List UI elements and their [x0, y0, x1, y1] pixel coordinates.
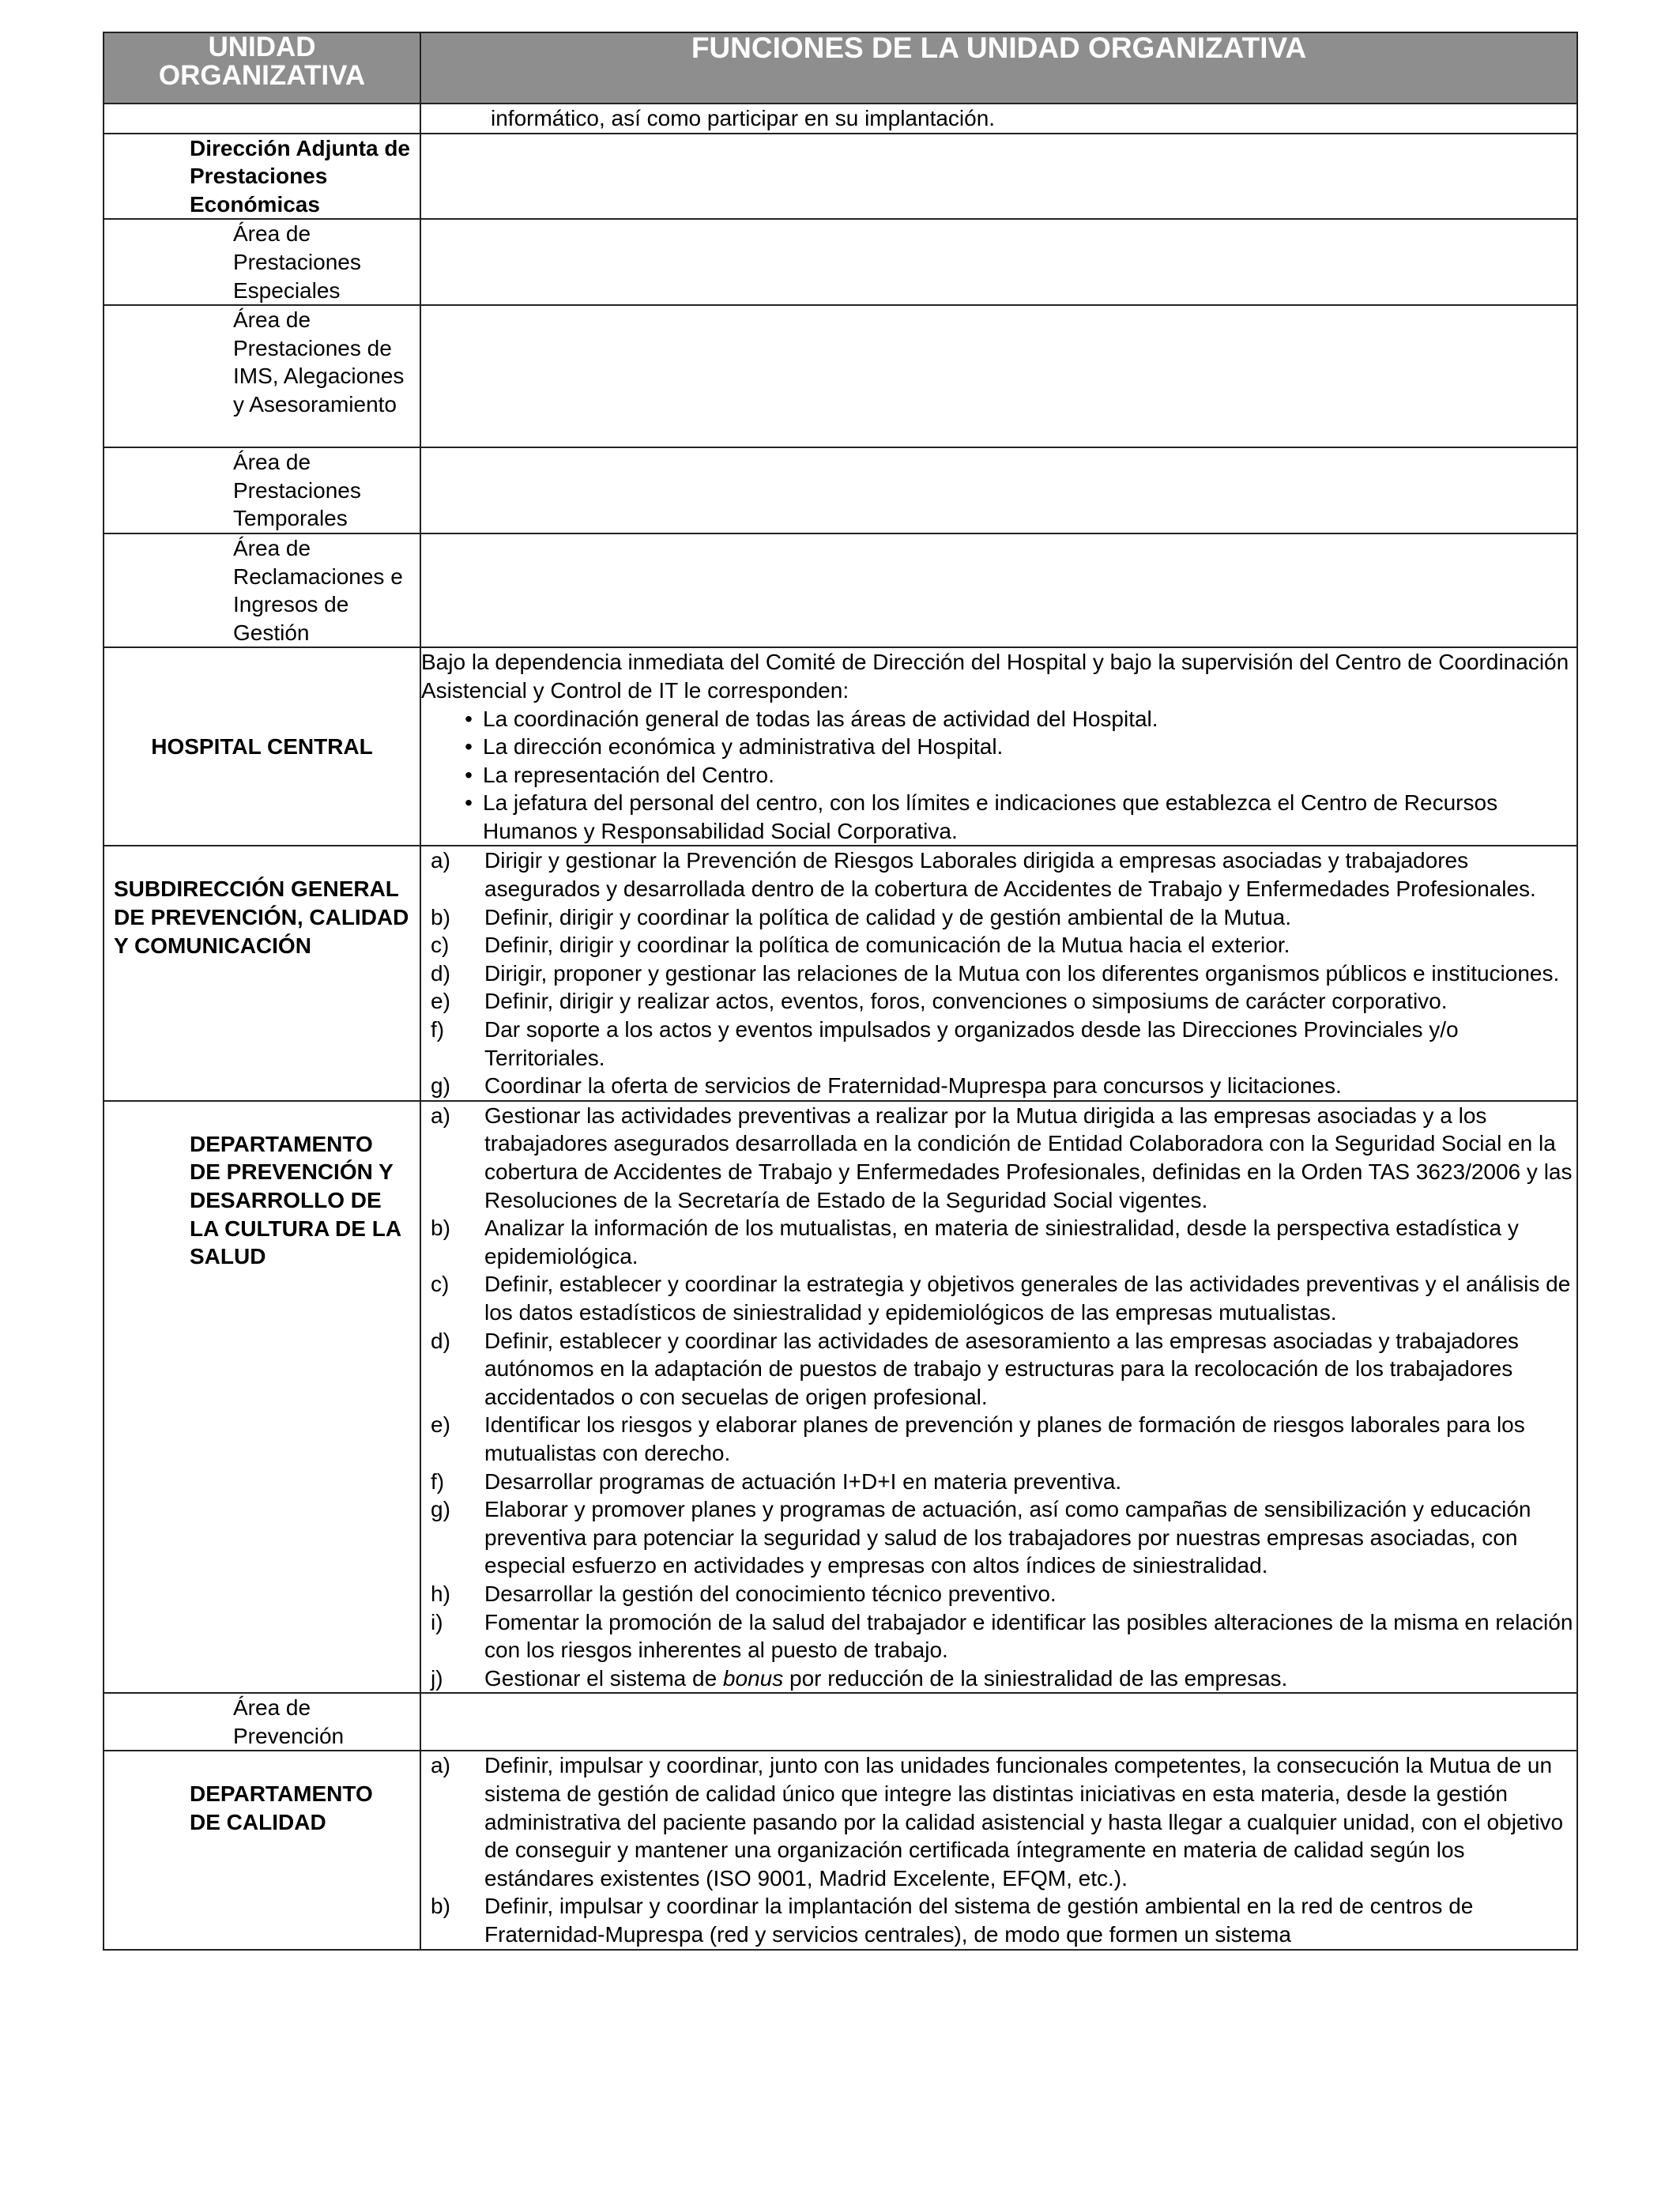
unit-direccion-adjunta: Dirección Adjunta de Prestaciones Económicas: [190, 135, 411, 217]
unit-cell: [104, 1693, 420, 1751]
list-item: c) Definir, establecer y coordinar la estrategia y objetivos generales de las actividades preventivas y el análisis de los datos estadísticos de siniestralidad y epidemiológicos de las empresas mutualistas.: [431, 1272, 1571, 1325]
bullet-icon: •: [465, 734, 473, 760]
unit-cell: [104, 647, 420, 846]
bullet-icon: •: [465, 790, 473, 816]
list-item: b) Definir, impulsar y coordinar la implantación del sistema de gestión ambiental en la red de centros de Fraternidad-Muprespa (red y servicios centrales), de modo que formen un sistema: [431, 1894, 1474, 1947]
unit-subdireccion: SUBDIRECCIÓN GENERAL DE PREVENCIÓN, CALIDAD Y COMUNICACIÓN: [114, 876, 409, 958]
table-row: [104, 1693, 1577, 1751]
unit-cell: [104, 1101, 420, 1693]
function-cell: [420, 447, 1577, 533]
unit-area-ims: Área de Prestaciones de IMS, Alegaciones y Asesoramiento: [233, 307, 405, 417]
list-item: a) Gestionar las actividades preventivas a realizar por la Mutua dirigida a las empresas asociadas y a los trabajadores asegurados desarrollada en la condición de Entidad Colaboradora con la Seguridad Social en la cobertura de Accidentes de Trabajo y Enfermedades Profesionales, definidas en la Orden TAS 3623/2006 y las Resoluciones de la Secretaría de Estado de la Seguridad Social vigentes.: [431, 1103, 1573, 1212]
table-row: [104, 846, 1577, 1100]
unit-cell: [104, 533, 420, 647]
unit-prevencion: DEPARTAMENTO DE PREVENCIÓN Y DESARROLLO DE LA CULTURA DE LA SALUD: [190, 1131, 401, 1269]
list-item: g) Elaborar y promover planes y programas de actuación, así como campañas de sensibilización y educación preventiva para potenciar la seguridad y salud de los trabajadores por nuestras empresas asociadas, con especial esfuerzo en actividades y empresas con altos índices de siniestralidad.: [431, 1497, 1531, 1578]
list-item: i) Fomentar la promoción de la salud del trabajador e identificar las posibles alteraciones de la misma en relación con los riesgos inherentes al puesto de trabajo.: [431, 1609, 1573, 1663]
function-cell: [420, 647, 1577, 846]
unit-cell: [104, 447, 420, 533]
function-cell: [420, 1101, 1577, 1693]
list-item: a) Dirigir y gestionar la Prevención de Riesgos Laborales dirigida a empresas asociadas y trabajadores asegurados y desarrollada dentro de la cobertura de Accidentes de Trabajo y Enfermedades Profesionales.: [431, 848, 1536, 902]
unit-cell: [104, 305, 420, 447]
unit-hospital: HOSPITAL CENTRAL: [151, 734, 373, 760]
list-item: b) Definir, dirigir y coordinar la política de calidad y de gestión ambiental de la Mutua.: [431, 904, 1292, 929]
list-item: d) Dirigir, proponer y gestionar las relaciones de la Mutua con los diferentes organismos públicos e instituciones.: [431, 960, 1560, 986]
list-item: h) Desarrollar la gestión del conocimiento técnico preventivo.: [431, 1581, 1057, 1606]
list-item: g) Coordinar la oferta de servicios de Fraternidad-Muprespa para concursos y licitaciones.: [431, 1073, 1342, 1099]
list-item: j) Gestionar el sistema de bonus por reducción de la siniestralidad de las empresas.: [431, 1665, 1288, 1691]
function-cell: [420, 1751, 1577, 1949]
unit-cell: [104, 846, 420, 1100]
table-row: [104, 134, 1577, 220]
bullet-icon: •: [465, 706, 473, 731]
list-item: • La representación del Centro.: [421, 761, 1576, 790]
header-row: [104, 32, 1577, 104]
unit-area-prevencion: Área de Prevención: [233, 1695, 345, 1748]
function-cell: [420, 219, 1577, 305]
table-row: [104, 447, 1577, 533]
list-item: a) Definir, impulsar y coordinar, junto con las unidades funcionales competentes, la consecución la Mutua de un sistema de gestión de calidad único que integre las distintas iniciativas en esta materia, desde la gestión administrativa del paciente pasando por la calidad asistencial y hasta llegar a cualquier unidad, con el objetivo de conseguir y mantener una organización certificada íntegramente en materia de calidad según los estándares existentes (ISO 9001, Madrid Excelente, EFQM, etc.).: [431, 1753, 1564, 1891]
unit-cell: [104, 219, 420, 305]
list-item: c) Definir, dirigir y coordinar la política de comunicación de la Mutua hacia el exterior.: [431, 933, 1290, 958]
header-unit: UNIDAD ORGANIZATIVA: [104, 32, 420, 104]
table-row: [104, 647, 1577, 846]
function-cell: [420, 846, 1577, 1100]
list-item: d) Definir, establecer y coordinar las actividades de asesoramiento a las empresas asociadas y trabajadores autónomos en la adaptación de puestos de trabajo y estructuras para la recolocación de los trabajadores accidentados o con secuelas de origen profesional.: [431, 1328, 1519, 1409]
list-item: • La coordinación general de todas las áreas de actividad del Hospital.: [421, 705, 1576, 733]
bullet-icon: •: [465, 762, 473, 787]
continuation-text: informático, así como participar en su implantación.: [491, 106, 996, 130]
unit-cell: [104, 134, 420, 220]
list-item: • La dirección económica y administrativa del Hospital.: [421, 733, 1576, 761]
function-cell: [420, 1693, 1577, 1751]
unit-calidad: DEPARTAMENTO DE CALIDAD: [190, 1781, 373, 1835]
table-row: [104, 104, 1577, 134]
function-cell: [420, 305, 1577, 447]
table-row: [104, 1751, 1577, 1949]
unit-cell: [104, 104, 420, 134]
list-item: e) Definir, dirigir y realizar actos, eventos, foros, convenciones o simposiums de carácter corporativo.: [431, 989, 1448, 1014]
list-item: f) Dar soporte a los actos y eventos impulsados y organizados desde las Direcciones Provinciales y/o Territoriales.: [431, 1017, 1459, 1070]
table-row: [104, 1101, 1577, 1693]
function-cell: [420, 134, 1577, 220]
unit-cell: [104, 1751, 420, 1949]
hospital-intro: Bajo la dependencia inmediata del Comité de Dirección del Hospital y bajo la supervisión del Centro de Coordinación Asistencial y Control de IT le corresponden:: [421, 650, 1569, 703]
unit-area-especiales: Área de Prestaciones Especiales: [233, 221, 361, 303]
function-cell: [420, 104, 1577, 134]
table-row: [104, 533, 1577, 647]
function-cell: [420, 533, 1577, 647]
table-row: [104, 219, 1577, 305]
header-functions: FUNCIONES DE LA UNIDAD ORGANIZATIVA: [420, 32, 1577, 104]
table-row: [104, 305, 1577, 447]
list-item: • La jefatura del personal del centro, con los límites e indicaciones que establezca el Centro de Recursos Humanos y Responsabilidad Social Corporativa.: [421, 789, 1576, 845]
list-item: f) Desarrollar programas de actuación I+D+I en materia preventiva.: [431, 1468, 1122, 1494]
unit-area-temporales: Área de Prestaciones Temporales: [233, 450, 361, 531]
list-item: b) Analizar la información de los mutualistas, en materia de siniestralidad, desde la perspectiva estadística y epidemiológica.: [431, 1216, 1519, 1269]
functions-table: [103, 32, 1578, 1951]
list-item: e) Identificar los riesgos y elaborar planes de prevención y planes de formación de riesgos laborales para los mutualistas con derecho.: [431, 1412, 1525, 1465]
unit-area-reclamaciones: Área de Reclamaciones e Ingresos de Gestión: [233, 535, 403, 645]
